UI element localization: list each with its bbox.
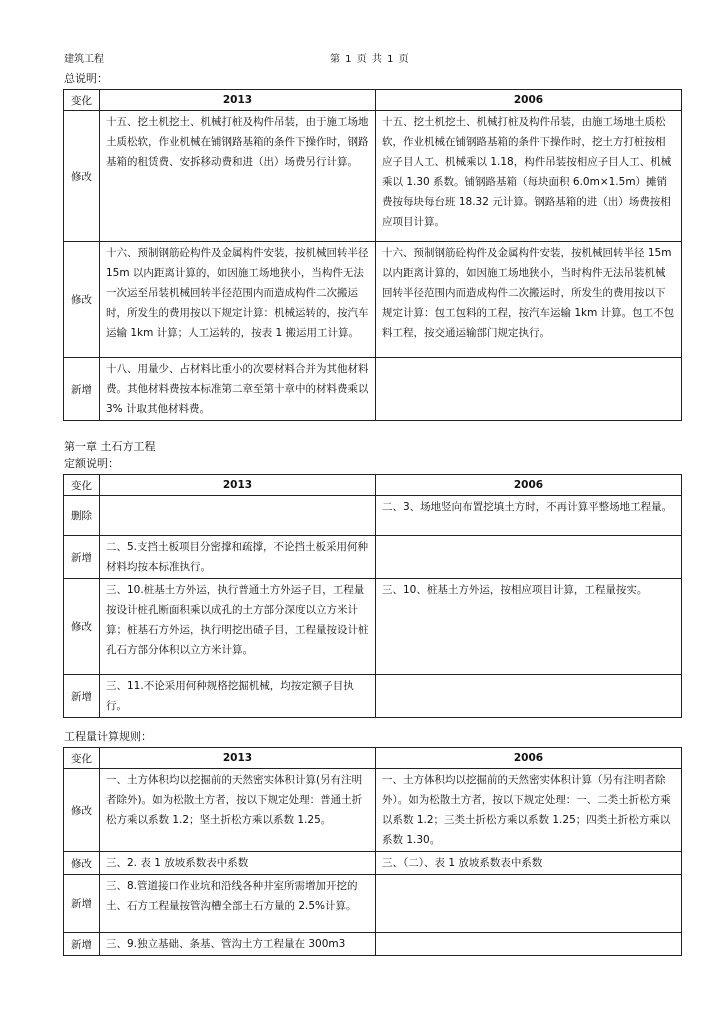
table-header-row [64,748,682,769]
col-header-2006: 2006 [376,748,682,769]
table-row [64,675,682,718]
table-row [64,852,682,875]
cell-2013: 三、10.桩基土方外运，执行普通土方外运子目，工程量按设计桩孔断面积乘以成孔的土方部分深度以立方米计算；桩基石方外运，执行明挖出碴子目，工程量按设计桩孔石方部分体积以立方米计算。 [100,579,376,675]
cell-2006: 十五、挖土机挖土、机械打桩及构件吊装，由施工场地土质松软，作业机械在铺钢路基箱的条件下操作时，挖土方打桩按相应子目人工、机械乘以 1.18，构件吊装按相应子目人工、机械乘以 1.30 系数。铺钢路基箱（每块面积 6.0m×1.5m）摊销费按每块每台班 18.32 元计算。钢路基箱的进（出）场费按相应项目计算。 [376,111,682,242]
cell-2006 [376,933,682,956]
col-header-2013: 2013 [100,475,376,496]
cell-2013: 三、8.管道接口作业坑和沿线各种井室所需增加开挖的土、石方工程量按管沟槽全部土石方量的 2.5%计算。 [100,875,376,933]
col-header-change: 变化 [64,475,100,496]
table-row [64,579,682,675]
col-header-2013: 2013 [100,90,376,111]
section-label-quota: 定额说明： [64,457,119,470]
cell-2006: 二、3、场地竖向布置挖填土方时，不再计算平整场地工程量。 [376,496,682,536]
table-row [64,536,682,579]
col-header-2006: 2006 [376,475,682,496]
col-header-2006: 2006 [376,90,682,111]
cell-2006 [376,536,682,579]
cell-2013: 三、11.不论采用何种规格挖掘机械，均按定额子目执行。 [100,675,376,718]
section-label-general: 总说明： [64,72,108,85]
chapter-title: 第一章 土石方工程 [64,440,156,453]
header-left: 建筑工程 [64,54,104,65]
col-header-2013: 2013 [100,748,376,769]
change-type: 删除 [64,496,100,536]
table-row [64,496,682,536]
table-row [64,875,682,933]
page-number: 第 1 页 共 1 页 [330,54,410,65]
cell-2006: 三、（二）、表 1 放坡系数表中系数 [376,852,682,875]
cell-2013: 十五、挖土机挖土、机械打桩及构件吊装，由于施工场地土质松软，作业机械在铺钢路基箱的条件下操作时，钢路基箱的租赁费、安拆移动费和进（出）场费另行计算。 [100,111,376,242]
col-header-change: 变化 [64,90,100,111]
change-type: 新增 [64,675,100,718]
table-quota-notes [63,474,682,718]
table-row [64,769,682,852]
cell-2013 [100,496,376,536]
cell-2013: 三、2. 表 1 放坡系数表中系数 [100,852,376,875]
table-row [64,111,682,242]
cell-2013: 二、5.支挡土板项目分密撑和疏撑，不论挡土板采用何种材料均按本标准执行。 [100,536,376,579]
cell-2006: 一、土方体积均以挖掘前的天然密实体积计算（另有注明者除外）。如为松散土方者，按以下规定处理：一、二类土折松方乘以系数 1.2；三类土折松方乘以系数 1.25；四类土折松方乘以系数 1.30。 [376,769,682,852]
cell-2006 [376,875,682,933]
change-type: 新增 [64,358,100,421]
change-type: 新增 [64,875,100,933]
col-header-change: 变化 [64,748,100,769]
change-type: 修改 [64,242,100,358]
table-row [64,933,682,956]
change-type: 新增 [64,536,100,579]
table-general-notes [63,89,682,421]
table-row [64,358,682,421]
cell-2006: 十六、预制钢筋砼构件及金属构件安装，按机械回转半径 15m 以内距离计算的，如因施工场地狭小，当时构件无法吊装机械回转半径范围内而造成构件二次搬运时，所发生的费用按以下规定计算：包工包料的工程，按汽车运输 1km 计算。包工不包料工程，按交通运输部门规定执行。 [376,242,682,358]
cell-2013: 十六、预制钢筋砼构件及金属构件安装，按机械回转半径 15m 以内距离计算的，如因施工场地狭小，当构件无法一次运至吊装机械回转半径范围内而造成构件二次搬运时，所发生的费用按以下规定计算：机械运转的，按汽车运输 1km 计算；人工运转的，按表 1 搬运用工计算。 [100,242,376,358]
cell-2013: 一、土方体积均以挖掘前的天然密实体积计算(另有注明者除外)。如为松散土方者，按以下规定处理：普通土折松方乘以系数 1.2；坚土折松方乘以系数 1.25。 [100,769,376,852]
cell-2006 [376,358,682,421]
cell-2006 [376,675,682,718]
section-label-rules: 工程量计算规则： [64,730,152,743]
table-row [64,242,682,358]
cell-2006: 三、10、桩基土方外运，按相应项目计算，工程量按实。 [376,579,682,675]
change-type: 新增 [64,933,100,956]
table-header-row [64,475,682,496]
change-type: 修改 [64,111,100,242]
table-header-row [64,90,682,111]
change-type: 修改 [64,852,100,875]
change-type: 修改 [64,579,100,675]
cell-2013: 十八、用量少、占材料比重小的次要材料合并为其他材料费。其他材料费按本标准第二章至第十章中的材料费乘以 3% 计取其他材料费。 [100,358,376,421]
table-quantity-rules [63,747,682,956]
change-type: 修改 [64,769,100,852]
cell-2013: 三、9.独立基础、条基、管沟土方工程量在 300m3 [100,933,376,956]
